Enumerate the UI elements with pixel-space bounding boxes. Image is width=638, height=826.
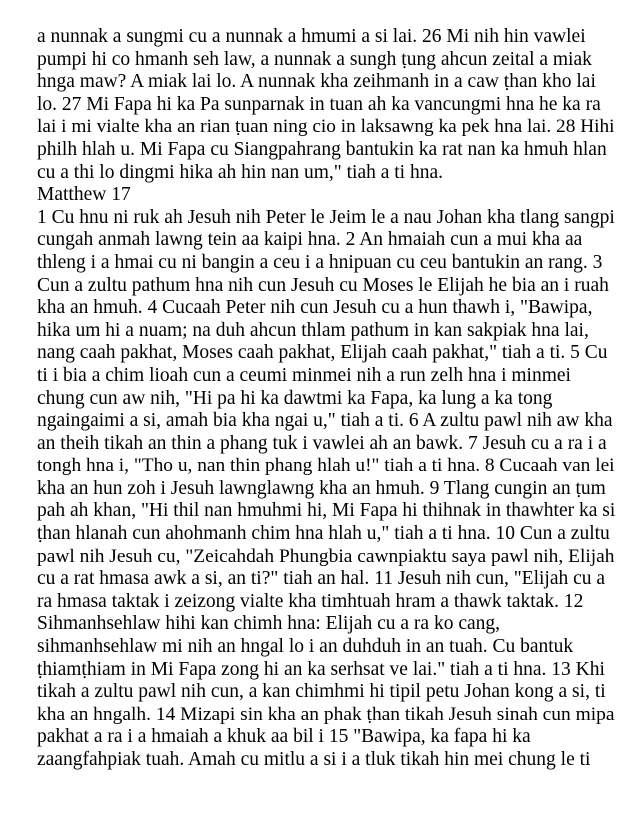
text-line: cu a rat hmasa awk a si, an ti?" tiah an hal. 11 Jesuh nih cun, "Elijah cu a [37,568,606,590]
text-line: pawl nih Jesuh cu, "Zeicahdah Phungbia cawnpiaktu saya pawl nih, Elijah [37,545,615,567]
text-line: lo. 27 Mi Fapa hi ka Pa sunparnak in tuan ah ka vancungmi hna he ka ra [37,93,601,115]
text-line: Sihmanhsehlaw hihi kan chimh hna: Elijah cu a ra ko cang, [37,613,501,635]
chapter-heading: Matthew 17 [37,184,131,206]
text-line: ra hmasa taktak i zeizong vialte kha timhtuah hram a thawk taktak. 12 [37,590,584,612]
text-line: ṭhan hlanah cun ahohmanh chim hna hlah u," tiah a ti hna. 10 Cun a zultu [37,523,610,545]
text-line: nang caah pakhat, Moses caah pakhat, Elijah caah pakhat," tiah a ti. 5 Cu [37,342,608,364]
document-page [37,26,615,772]
text-line: kha an hmuh. 4 Cucaah Peter nih cun Jesuh cu a hun thawh i, "Bawipa, [37,297,593,319]
paragraph-2 [37,207,615,772]
text-line: an theih tikah an thin a phang tuk i vawlei ah an bawk. 7 Jesuh cu a ra i a [37,432,607,454]
text-line: hika um hi a nuam; na duh ahcun thlam pathum in kan sakpiak hna lai, [37,319,589,341]
text-line: lai i mi vialte kha an rian ṭuan ning cio in laksawng ka pek hna lai. 28 Hihi [37,116,615,138]
paragraph-1 [37,26,615,184]
text-line: a nunnak a sungmi cu a nunnak a hmumi a si lai. 26 Mi nih hin vawlei [37,26,586,47]
text-line: ṭhiamṭhiam in Mi Fapa zong hi an ka serhsat ve lai." tiah a ti hna. 13 Khi [37,658,605,680]
text-line: pah ah khan, "Hi thil nan hmuhmi hi, Mi Fapa hi thihnak in thawhter ka si [37,500,616,522]
text-line: pakhat a ra i a hmaiah a khuk aa bil i 15 "Bawipa, ka fapa hi ka [37,726,531,748]
text-line: kha an hngalh. 14 Mizapi sin kha an phak ṭhan tikah Jesuh sinah cun mipa [37,703,615,725]
text-line: hnga maw? A miak lai lo. A nunnak kha zeihmanh in a caw ṭhan kho lai [37,71,596,93]
text-line: Cun a zultu pathum hna nih cun Jesuh cu Moses le Elijah he bia an i ruah [37,274,609,296]
text-line: tongh hna i, "Tho u, nan thin phang hlah u!" tiah a ti hna. 8 Cucaah van lei [37,455,615,477]
text-line: 1 Cu hnu ni ruk ah Jesuh nih Peter le Jeim le a nau Johan kha tlang sangpi [37,206,615,228]
text-line: zaangfahpiak tuah. Amah cu mitlu a si i a tluk tikah hin mei chung le ti [37,749,591,770]
text-line: cu a thi lo dingmi hika ah hin nan um," tiah a ti hna. [37,161,444,183]
text-line: cungah anmah lawng tein aa kaipi hna. 2 An hmaiah cun a mui kha aa [37,229,583,251]
text-line: ti i bia a chim lioah cun a ceumi minmei nih a run zelh hna i minmei [37,364,571,386]
text-line: thleng i a hmai cu ni bangin a ceu i a hnipuan cu ceu bantukin an rang. 3 [37,251,603,273]
text-line: pumpi hi co hmanh seh law, a nunnak a sungh ṭung ahcun zeital a miak [37,48,592,70]
text-line: kha an hun zoh i Jesuh lawnglawng kha an hmuh. 9 Tlang cungin an ṭum [37,477,606,499]
text-line: philh hlah u. Mi Fapa cu Siangpahrang bantukin ka rat nan ka hmuh hlan [37,138,607,160]
text-line: ngaingaimi a si, amah bia kha ngai u," tiah a ti. 6 A zultu pawl nih aw kha [37,410,613,432]
text-line: chung cun aw nih, "Hi pa hi ka dawtmi ka Fapa, ka lung a ka tong [37,387,553,409]
text-line: sihmanhsehlaw mi nih an hngal lo i an duhduh in an tuah. Cu bantuk [37,636,574,658]
text-line: tikah a zultu pawl nih cun, a kan chimhmi hi tipil petu Johan kong a si, ti [37,681,606,703]
